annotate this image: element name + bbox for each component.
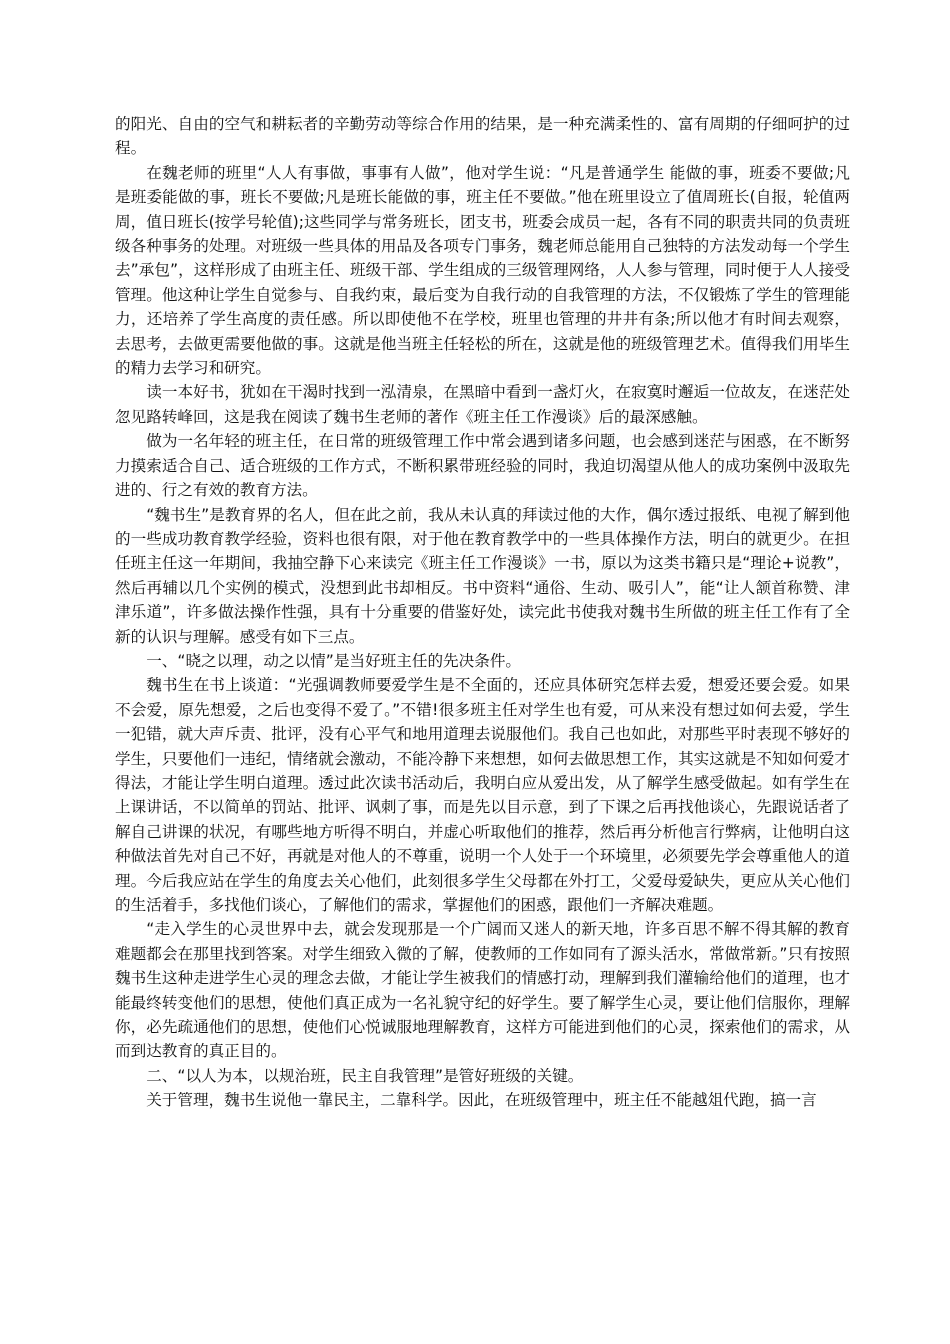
- paragraph: 魏书生在书上谈道：“光强调教师要爱学生是不全面的，还应具体研究怎样去爱，想爱还要会爱。如果不会爱，原先想爱，之后也变得不爱了。”不错!很多班主任对学生也有爱，可从来没有想过如何去爱，学生一犯错，就大声斥责、批评，没有心平气和地用道理去说服他们。我自己也如此，对那些平时表现不够好的学生，只要他们一违纪，情绪就会激动，不能冷静下来想想，如何去做思想工作，其实这就是不知如何爱才得法，才能让学生明白道理。透过此次读书活动后，我明白应从爱出发，从了解学生感受做起。如有学生在上课讲话，不以简单的罚站、批评、讽刺了事，而是先以目示意，到了下课之后再找他谈心，先跟说话者了解自己讲课的状况，有哪些地方听得不明白，并虚心听取他们的推荐，然后再分析他言行弊病，让他明白这种做法首先对自己不好，再就是对他人的不尊重，说明一个人处于一个环境里，必须要先学会尊重他人的道理。今后我应站在学生的角度去关心他们，此刻很多学生父母都在外打工，父爱母爱缺失，更应从关心他们的生活着手，多找他们谈心，了解他们的需求，掌握他们的困惑，跟他们一齐解决难题。: [115, 676, 850, 914]
- section-heading: 一、“晓之以理，动之以情”是当好班主任的先决条件。: [146, 651, 522, 670]
- paragraph: 读一本好书，犹如在干渴时找到一泓清泉，在黑暗中看到一盏灯火，在寂寞时邂逅一位故友，在迷茫处忽见路转峰回，这是我在阅读了魏书生老师的著作《班主任工作漫谈》后的最深感触。: [115, 383, 850, 426]
- section-heading: 二、“以人为本，以规治班，民主自我管理”是管好班级的关键。: [146, 1066, 584, 1085]
- paragraph: 在魏老师的班里“人人有事做，事事有人做”，他对学生说：“凡是普通学生 能做的事，班委不要做;凡是班委能做的事，班长不要做;凡是班长能做的事，班主任不要做。”他在班里设立了值周班长(自报，轮值两周，值日班长(按学号轮值);这些同学与常务班长，团支书，班委会成员一起，各有不同的职责共同的负责班级各种事务的处理。对班级一些具体的用品及各项专门事务，魏老师总能用自己独特的方法发动每一个学生去”承包”，这样形成了由班主任、班级干部、学生组成的三级管理网络，人人参与管理，同时便于人人接受管理。他这种让学生自觉参与、自我约束，最后变为自我行动的自我管理的方法，不仅锻炼了学生的管理能力，还培养了学生高度的责任感。所以即使他不在学校，班里也管理的井井有条;所以他才有时间去观察，去思考，去做更需要他做的事。这就是他当班主任轻松的所在，这就是他的班级管理艺术。值得我们用毕生的精力去学习和研究。: [115, 163, 850, 378]
- paragraph-continuation: 的阳光、自由的空气和耕耘者的辛勤劳动等综合作用的结果，是一种充满柔性的、富有周期的仔细呵护的过程。: [115, 115, 850, 158]
- document-body: [115, 112, 850, 1113]
- paragraph: “魏书生”是教育界的名人，但在此之前，我从未认真的拜读过他的大作，偶尔透过报纸、电视了解到他的一些成功教育教学经验，资料也很有限，对于他在教育教学中的一些具体操作方法，明白的就更少。在担任班主任这一年期间，我抽空静下心来读完《班主任工作漫谈》一书，原以为这类书籍只是“理论+说教”，然后再辅以几个实例的模式，没想到此书却相反。书中资料“通俗、生动、吸引人”，能“让人颔首称赞、津津乐道”，许多做法操作性强，具有十分重要的借鉴好处，读完此书使我对魏书生所做的班主任工作有了全新的认识与理解。感受有如下三点。: [115, 505, 850, 646]
- paragraph: 做为一名年轻的班主任，在日常的班级管理工作中常会遇到诸多问题，也会感到迷茫与困惑，在不断努力摸索适合自己、适合班级的工作方式，不断积累带班经验的同时，我迫切渴望从他人的成功案例中汲取先进的、行之有效的教育方法。: [115, 432, 850, 500]
- paragraph: 关于管理，魏书生说他一靠民主，二靠科学。因此，在班级管理中，班主任不能越俎代跑，搞一言: [146, 1091, 817, 1110]
- paragraph: “走入学生的心灵世界中去，就会发现那是一个广阔而又迷人的新天地，许多百思不解不得其解的教育难题都会在那里找到答案。对学生细致入微的了解，使教师的工作如同有了源头活水，常做常新。”只有按照魏书生这种走进学生心灵的理念去做，才能让学生被我们的情感打动，理解到我们灌输给他们的道理，也才能最终转变他们的思想，使他们真正成为一名礼貌守纪的好学生。要了解学生心灵，要让他们信服你，理解你，必先疏通他们的思想，使他们心悦诚服地理解教育，这样方可能进到他们的心灵，探索他们的需求，从而到达教育的真正目的。: [115, 920, 850, 1061]
